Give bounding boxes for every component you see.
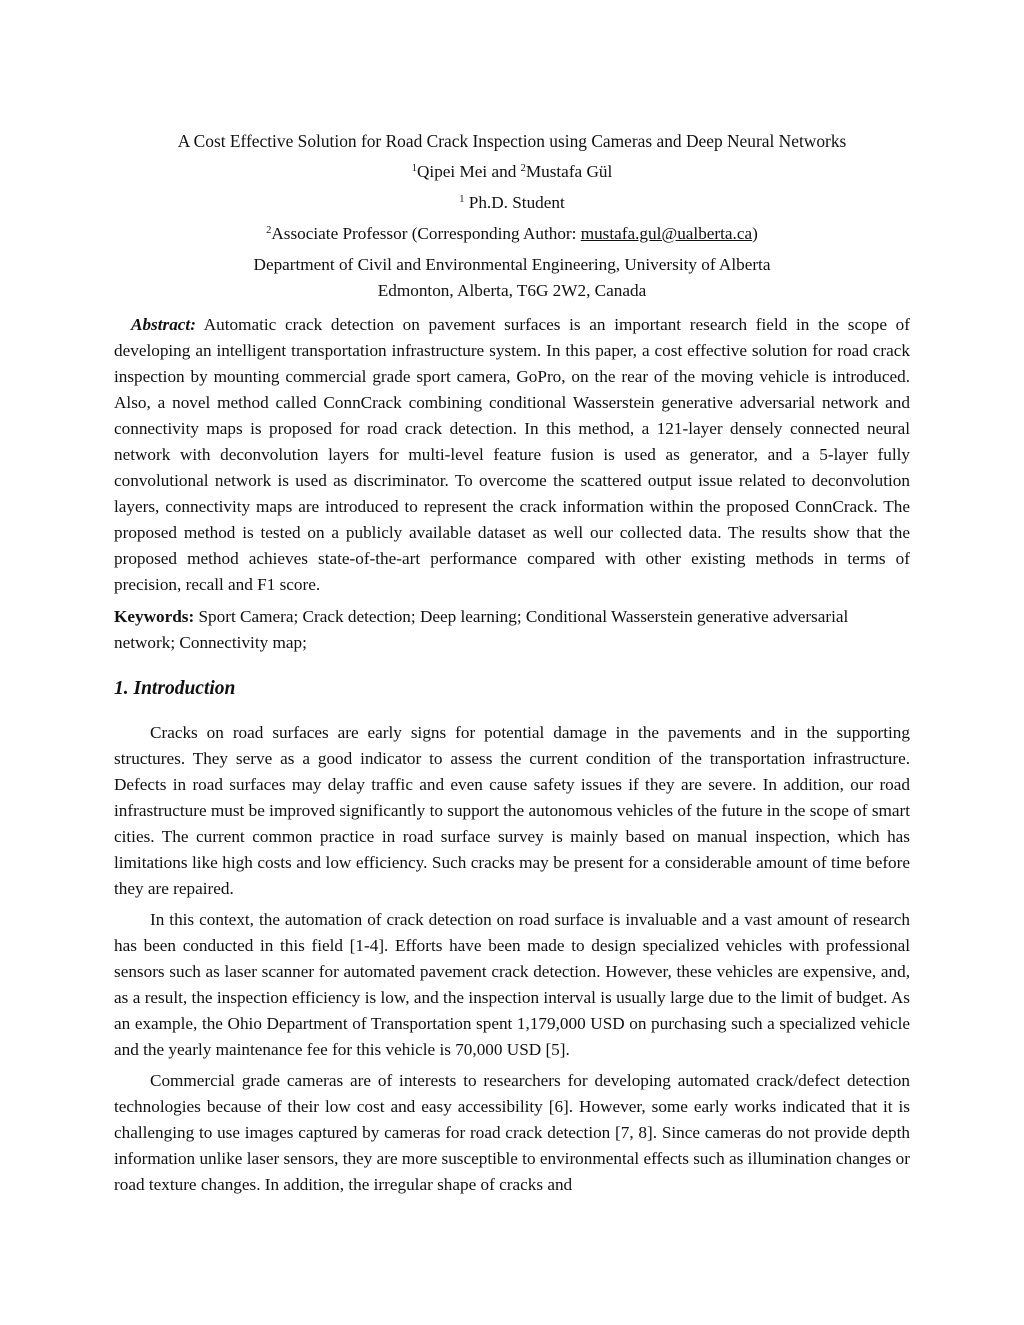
author1-affiliation-mark: 1	[411, 163, 417, 174]
keywords	[114, 604, 910, 656]
intro-paragraph-3: Commercial grade cameras are of interests to researchers for developing automated crack/defect detection technologies because of their low cost and easy accessibility [6]. However, some early works indicated that it is challenging to use images captured by cameras for road crack detection [7, 8]. Since cameras do not provide depth information unlike laser sensors, they are more susceptible to environmental effects such as illumination changes or road texture changes. In addition, the irregular shape of cracks and	[114, 1071, 910, 1194]
author1-role	[114, 190, 910, 216]
keywords-label: Keywords:	[114, 607, 195, 626]
corresponding-email-link[interactable]: mustafa.gul@ualberta.ca	[580, 224, 753, 243]
paper-title: A Cost Effective Solution for Road Crack Inspection using Cameras and Deep Neural Networks	[177, 131, 847, 151]
role1-text: Ph.D. Student	[464, 193, 565, 212]
role2-suffix: )	[752, 224, 758, 243]
author-line	[114, 159, 910, 185]
location: Edmonton, Alberta, T6G 2W2, Canada	[377, 281, 647, 300]
role2-prefix: Associate Professor (Corresponding Author:	[271, 224, 581, 243]
introduction-body	[114, 720, 910, 1198]
intro-paragraph-1: Cracks on road surfaces are early signs for potential damage in the pavements and in the supporting structures. They serve as a good indicator to assess the current condition of the transportation infrastructure. Defects in road surfaces may delay traffic and even cause safety issues if they are severe. In addition, our road infrastructure must be improved significantly to support the autonomous vehicles of the future in the scope of smart cities. The current common practice in road surface survey is mainly based on manual inspection, which has limitations like high costs and low efficiency. Such cracks may be present for a considerable amount of time before they are repaired.	[114, 723, 910, 898]
paper-page	[114, 128, 910, 1198]
author2-name: Mustafa Gül	[525, 162, 613, 181]
author2-role	[114, 221, 910, 247]
role2-mark: 2	[266, 225, 272, 236]
abstract-text: Automatic crack detection on pavement surfaces is an important research field in the scope of developing an intelligent transportation infrastructure system. In this paper, a cost effective solution for road crack inspection by mounting commercial grade sport camera, GoPro, on the rear of the moving vehicle is introduced. Also, a novel method called ConnCrack combining conditional Wasserstein generative adversarial network and connectivity maps is proposed for road crack detection. In this method, a 121-layer densely connected neural network with deconvolution layers for multi-level feature fusion is used as generator, and a 5-layer fully convolutional network is used as discriminator. To overcome the scattered output issue related to deconvolution layers, connectivity maps are introduced to represent the crack information within the proposed ConnCrack. The proposed method is tested on a publicly available dataset as well our collected data. The results show that the proposed method achieves state-of-the-art performance compared with other existing methods in terms of precision, recall and F1 score.	[114, 315, 910, 594]
section-heading-introduction: 1. Introduction	[114, 678, 236, 699]
department: Department of Civil and Environmental Engineering, University of Alberta	[253, 255, 771, 274]
abstract-label: Abstract:	[131, 315, 196, 334]
abstract	[114, 312, 910, 598]
intro-paragraph-2: In this context, the automation of crack detection on road surface is invaluable and a vast amount of research has been conducted in this field [1-4]. Efforts have been made to design specialized vehicles with professional sensors such as laser scanner for automated pavement crack detection. However, these vehicles are expensive, and, as a result, the inspection efficiency is low, and the inspection interval is usually large due to the limit of budget. As an example, the Ohio Department of Transportation spent 1,179,000 USD on purchasing such a specialized vehicle and the yearly maintenance fee for this vehicle is 70,000 USD [5].	[114, 910, 910, 1059]
role1-mark: 1	[459, 194, 465, 205]
keywords-text: Sport Camera; Crack detection; Deep learning; Conditional Wasserstein generative adversarial network; Connectivity map;	[114, 607, 849, 652]
author1-name: Qipei Mei and	[417, 162, 521, 181]
author2-affiliation-mark: 2	[520, 163, 526, 174]
